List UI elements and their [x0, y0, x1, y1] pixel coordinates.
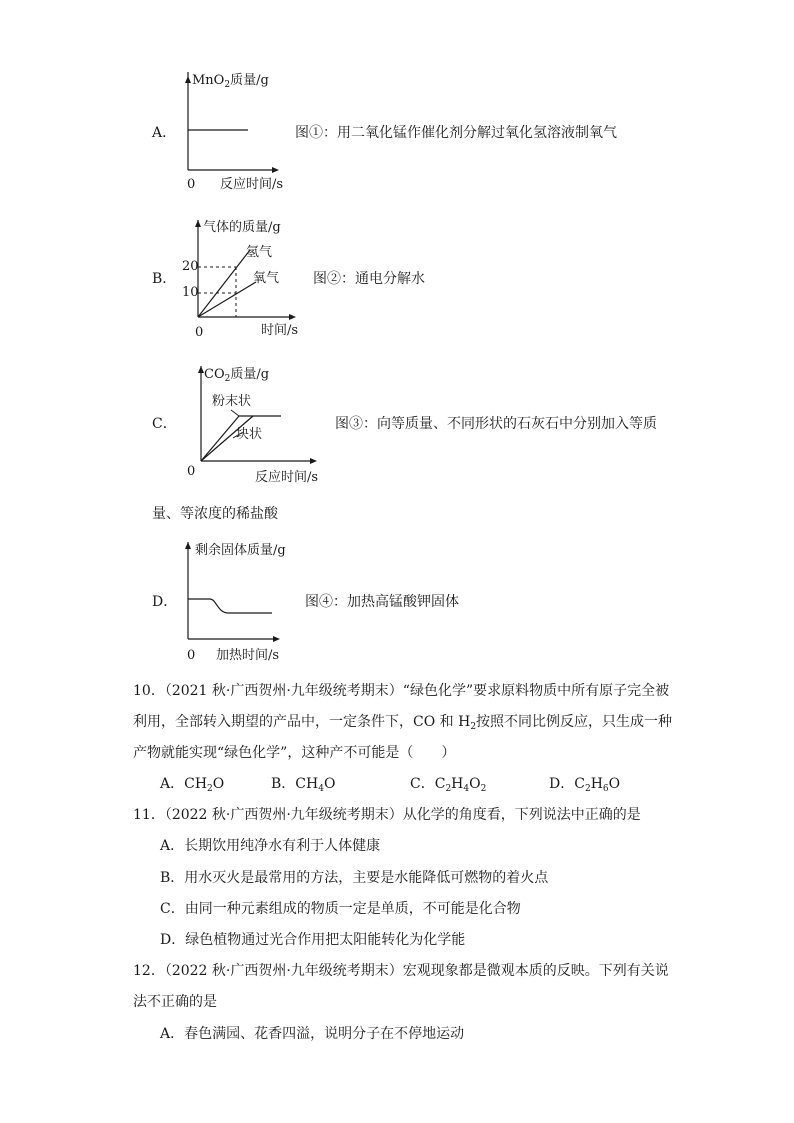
graph-c-origin: 0	[187, 464, 196, 479]
graph-c-powder-label: 粉末状	[212, 394, 252, 409]
graph-b-tick-10: 10	[182, 285, 199, 300]
graph-d-line	[188, 599, 272, 613]
option-b-label: B．	[152, 271, 177, 287]
option-c-label: C．	[152, 416, 177, 432]
graph-b-xlabel: 时间/s	[261, 323, 299, 338]
q11-option-c[interactable]: C．由同一种元素组成的物质一定是单质，不可能是化合物	[160, 901, 521, 917]
q11-option-a[interactable]: A．长期饮用纯净水有利于人体健康	[160, 838, 381, 854]
graph-a-y-arrow	[185, 76, 191, 83]
graph-d-caption: 图④：加热高锰酸钾固体	[305, 594, 459, 610]
q10-stem-line3: 产物就能实现“绿色化学”，这种产不可能是（ ）	[133, 745, 456, 761]
q10-option-d[interactable]: D．$C_2H_6O$	[549, 776, 621, 794]
graph-a-ylabel: MnO$_2$质量/g	[192, 73, 269, 90]
graph-c-x-arrow	[310, 458, 317, 464]
q11-option-b[interactable]: B．用水灭火是最常用的方法，主要是水能降低可燃物的着火点	[160, 870, 549, 886]
graph-c-block-label: 块状	[236, 427, 263, 442]
graph-d-y-arrow	[185, 542, 191, 549]
graph-b-oxygen-line	[198, 282, 256, 317]
graph-a-origin: 0	[187, 177, 196, 192]
q10-option-c[interactable]: C．$C_2H_4O_2$	[410, 776, 487, 794]
graph-d-origin: 0	[187, 648, 196, 663]
graph-d-xlabel: 加热时间/s	[216, 648, 280, 663]
q10-stem-line2: 利用，全部转入期望的产品中，一定条件下，CO 和 $H_2$按照不同比例反应，只生成一种	[133, 714, 673, 732]
graph-c-powder-rise	[201, 416, 239, 461]
graph-c-ylabel: $CO_2$质量/g	[204, 367, 270, 384]
graph-b-caption: 图②：通电分解水	[313, 271, 425, 287]
graph-a-caption: 图①：用二氧化锰作催化剂分解过氧化氢溶液制氧气	[295, 125, 617, 141]
graph-a-xlabel: 反应时间/s	[220, 177, 284, 192]
graph-b-hydrogen-label: 氢气	[246, 245, 273, 260]
graph-b-hydrogen-line	[198, 250, 250, 317]
q10-option-a[interactable]: A．$CH_2O$	[160, 776, 225, 794]
option-a-label: A．	[152, 125, 177, 141]
option-d-label: D．	[152, 594, 178, 610]
graph-a-x-arrow	[272, 167, 279, 173]
graph-c-xlabel: 反应时间/s	[255, 470, 319, 485]
graph-b-y-arrow	[195, 220, 201, 227]
graph-b-oxygen-label: 氧气	[253, 271, 280, 286]
graph-b-ylabel: 气体的质量/g	[203, 220, 281, 235]
q11-stem: 11．（2022 秋·广西贺州·九年级统考期末）从化学的角度看，下列说法中正确的是	[133, 807, 641, 823]
graph-d-ylabel: 剩余固体质量/g	[195, 543, 286, 558]
q12-stem-line1: 12．（2022 秋·广西贺州·九年级统考期末）宏观现象都是微观本质的反映。下列有关说	[133, 963, 669, 979]
graph-c-caption-line2: 量、等浓度的稀盐酸	[152, 506, 278, 522]
graph-c-caption-line1: 图③：向等质量、不同形状的石灰石中分别加入等质	[335, 416, 657, 432]
q12-stem-line2: 法不正确的是	[133, 994, 217, 1010]
graph-b-tick-20: 20	[182, 259, 199, 274]
q10-option-b[interactable]: B．$CH_4O$	[271, 776, 336, 794]
q10-stem-line1: 10．（2021 秋·广西贺州·九年级统考期末）“绿色化学”要求原料物质中所有原子完全被	[133, 683, 670, 699]
q11-option-d[interactable]: D．绿色植物通过光合作用把太阳能转化为化学能	[160, 932, 466, 948]
graph-d-x-arrow	[273, 636, 280, 642]
graph-b-x-arrow	[289, 314, 296, 320]
graph-b-origin: 0	[195, 325, 204, 340]
q12-option-a[interactable]: A．春色满园、花香四溢，说明分子在不停地运动	[160, 1026, 465, 1042]
